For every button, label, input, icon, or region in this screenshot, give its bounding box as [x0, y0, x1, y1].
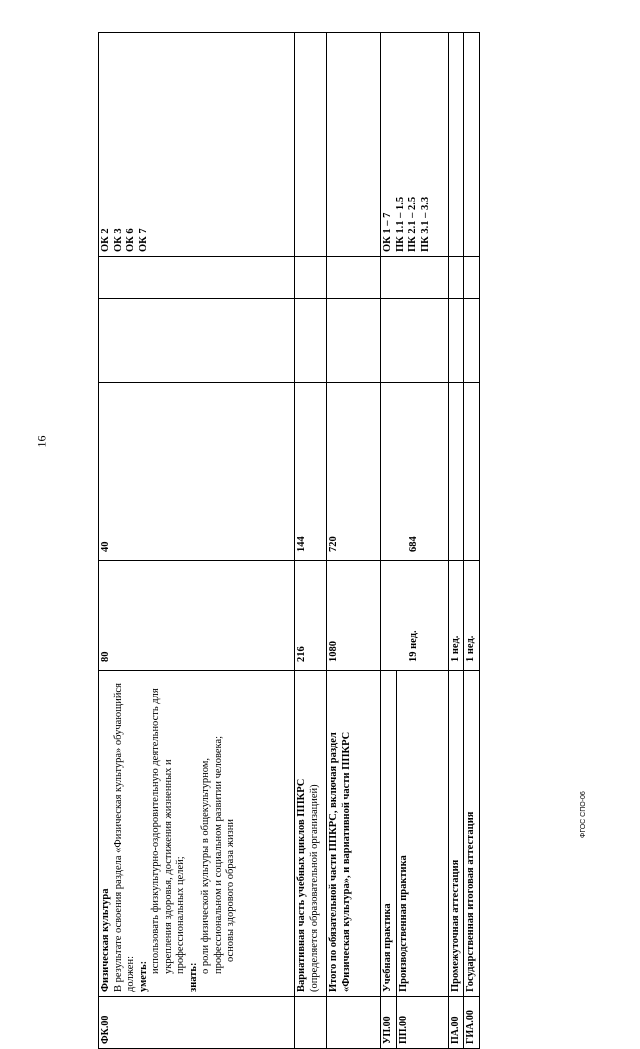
fk-competence-item: ОК 7 — [137, 228, 149, 252]
gia-empty-3 — [464, 257, 480, 299]
fk-competence-item: ОК 3 — [112, 228, 124, 252]
footer-code: ФГОС СПО-06 — [580, 791, 587, 838]
table-row-pa — [448, 33, 464, 1049]
gia-empty-4 — [464, 33, 480, 257]
gia-empty-2 — [464, 299, 480, 383]
fk-max-load: 80 — [99, 561, 295, 671]
page-number: 16 — [34, 435, 49, 448]
pp-hours: 684 — [381, 383, 449, 561]
gia-empty-1 — [464, 383, 480, 561]
pp-competence-item: ПК 1.1 – 1.5 — [394, 196, 406, 252]
total-description: Итого по обязательной части ППКРС, включая раздел «Физическая культура», и вариативной части ППКРС — [327, 671, 381, 997]
pp-empty — [381, 299, 449, 383]
fk-title: Физическая культура — [100, 888, 111, 992]
rotated-table-container — [98, 33, 476, 1049]
table-row-fk — [99, 33, 295, 1049]
up-title: Учебная практика — [381, 671, 397, 997]
pa-duration: 1 нед. — [448, 561, 464, 671]
row-index-variative — [295, 997, 327, 1049]
row-index-pp: ПП.00 — [396, 997, 448, 1049]
pp-empty-2 — [381, 257, 449, 299]
pa-empty-3 — [448, 257, 464, 299]
pa-empty-4 — [448, 33, 464, 257]
row-index-up: УП.00 — [381, 997, 397, 1049]
fk-znat-label: знать: — [187, 962, 199, 992]
variative-competences — [295, 33, 327, 257]
fk-empty-col — [99, 299, 295, 383]
curriculum-table — [98, 32, 480, 1049]
row-index-fk: ФК.00 — [99, 997, 295, 1049]
pa-empty-2 — [448, 299, 464, 383]
variative-title: Вариативная часть учебных циклов ППКРС — [296, 778, 307, 992]
total-empty-2 — [327, 257, 381, 299]
fk-description — [99, 671, 295, 997]
pp-competence-item: ПК 3.1 – 3.3 — [419, 196, 431, 252]
variative-description — [295, 671, 327, 997]
table-row-gia — [464, 33, 480, 1049]
gia-duration: 1 нед. — [464, 561, 480, 671]
fk-umet-label: уметь: — [137, 960, 149, 992]
variative-max-load: 216 — [295, 561, 327, 671]
fk-umet-text: использовать физкультурно-оздоровительную деятельность для укрепления здоровья, достижения жизненных и профессиональных целей; — [150, 688, 186, 974]
fk-competences — [99, 33, 295, 257]
fk-empty-col-2 — [99, 257, 295, 299]
fk-compulsory: 40 — [99, 383, 295, 561]
total-empty — [327, 299, 381, 383]
variative-compulsory: 144 — [295, 383, 327, 561]
table-row-variative — [295, 33, 327, 1049]
row-index-pa: ПА.00 — [448, 997, 464, 1049]
pa-empty-1 — [448, 383, 464, 561]
fk-intro: В результате освоения раздела «Физическая культура» обучающийся должен: — [112, 683, 136, 992]
pa-title: Промежуточная аттестация — [448, 671, 464, 997]
variative-empty — [295, 299, 327, 383]
fk-competence-item: ОК 6 — [125, 228, 136, 252]
pp-duration: 19 нед. — [381, 561, 449, 671]
pp-title: Производственная практика — [396, 671, 448, 997]
fk-competence-item: ОК 2 — [100, 228, 111, 252]
variative-empty-2 — [295, 257, 327, 299]
fk-znat-text: о роли физической культуры в общекультурном, профессиональном и социальном развитии человека; — [200, 735, 224, 974]
fk-znat-text-2: основы здорового образа жизни — [225, 819, 236, 962]
gia-title: Государственная итоговая аттестация — [464, 671, 480, 997]
pp-competence-item: ОК 1 – 7 — [382, 212, 393, 252]
row-index-gia: ГИА.00 — [464, 997, 480, 1049]
table-row-total — [327, 33, 381, 1049]
total-compulsory: 720 — [327, 383, 381, 561]
variative-note: (определяется образовательной организацией) — [308, 784, 320, 992]
table-row-up — [381, 33, 397, 1049]
row-index-total — [327, 997, 381, 1049]
pp-competence-item: ПК 2.1 – 2.5 — [407, 196, 418, 252]
total-max-load: 1080 — [327, 561, 381, 671]
total-competences — [327, 33, 381, 257]
pp-competences — [381, 33, 449, 257]
